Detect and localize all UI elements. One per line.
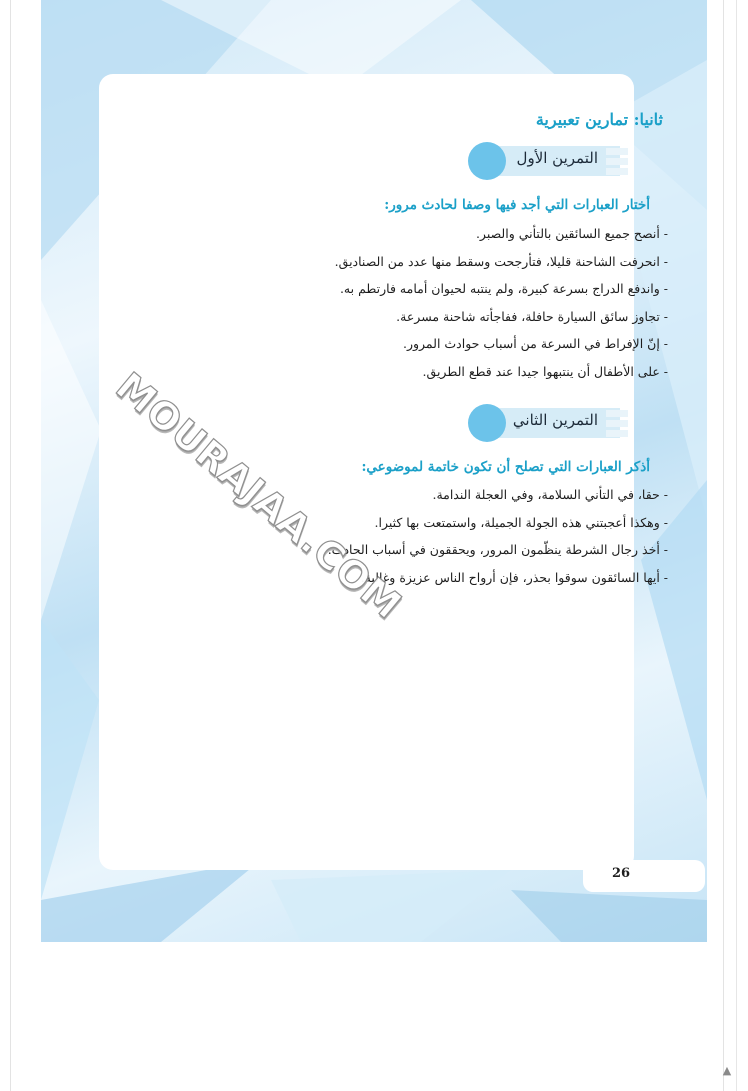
exercise-2-instruction: أذكر العبارات التي تصلح أن تكون خاتمة لموضوعي: — [361, 459, 650, 475]
page-number: 26 — [611, 866, 631, 881]
banner-circle-icon — [468, 404, 506, 442]
scrollbar-track[interactable] — [736, 0, 737, 1091]
scroll-up-icon[interactable]: ▲ — [722, 1064, 732, 1077]
list-item: - أيها السائقون سوقوا بحذر، فإن أرواح الناس عزيزة وغالية. — [360, 569, 668, 585]
exercise-1-banner — [468, 142, 628, 180]
banner-circle-icon — [468, 142, 506, 180]
list-item: - تجاوز سائق السيارة حافلة، ففاجأته شاحنة مسرعة. — [396, 308, 668, 324]
list-item: - إنّ الإفراط في السرعة من أسباب حوادث المرور. — [402, 336, 668, 351]
exercise-2-title: التمرين الثاني — [512, 411, 598, 429]
watermark: MOURAJAA.COM — [107, 364, 411, 628]
exercise-2-banner — [468, 404, 628, 442]
exercise-1-instruction: أختار العبارات التي أجد فيها وصفا لحادث مرور: — [384, 197, 650, 213]
list-item: - أنصح جميع السائقين بالتأني والصبر. — [475, 226, 668, 241]
list-item: - حقا، في التأني السلامة، وفي العجلة الندامة. — [432, 487, 668, 502]
list-item: - على الأطفال أن ينتبهوا جيدا عند قطع الطريق. — [422, 363, 668, 379]
list-item: - واندفع الدراج بسرعة كبيرة، ولم ينتبه لحيوان أمامه فارتطم به. — [339, 281, 668, 296]
list-item: - أخذ رجال الشرطة ينظّمون المرور، ويحققون في أسباب الحادث. — [327, 542, 668, 557]
list-item: - انحرفت الشاحنة قليلا، فتأرجحت وسقط منها عدد من الصناديق. — [334, 253, 668, 269]
list-item: - وهكذا أعجبتني هذه الجولة الجميلة، واستمتعت بها كثيرا. — [374, 514, 668, 530]
exercise-1-title: التمرين الأول — [516, 149, 598, 167]
exercise-1-list — [335, 220, 668, 385]
section-title: ثانيا: تمارين تعبيرية — [535, 110, 663, 129]
